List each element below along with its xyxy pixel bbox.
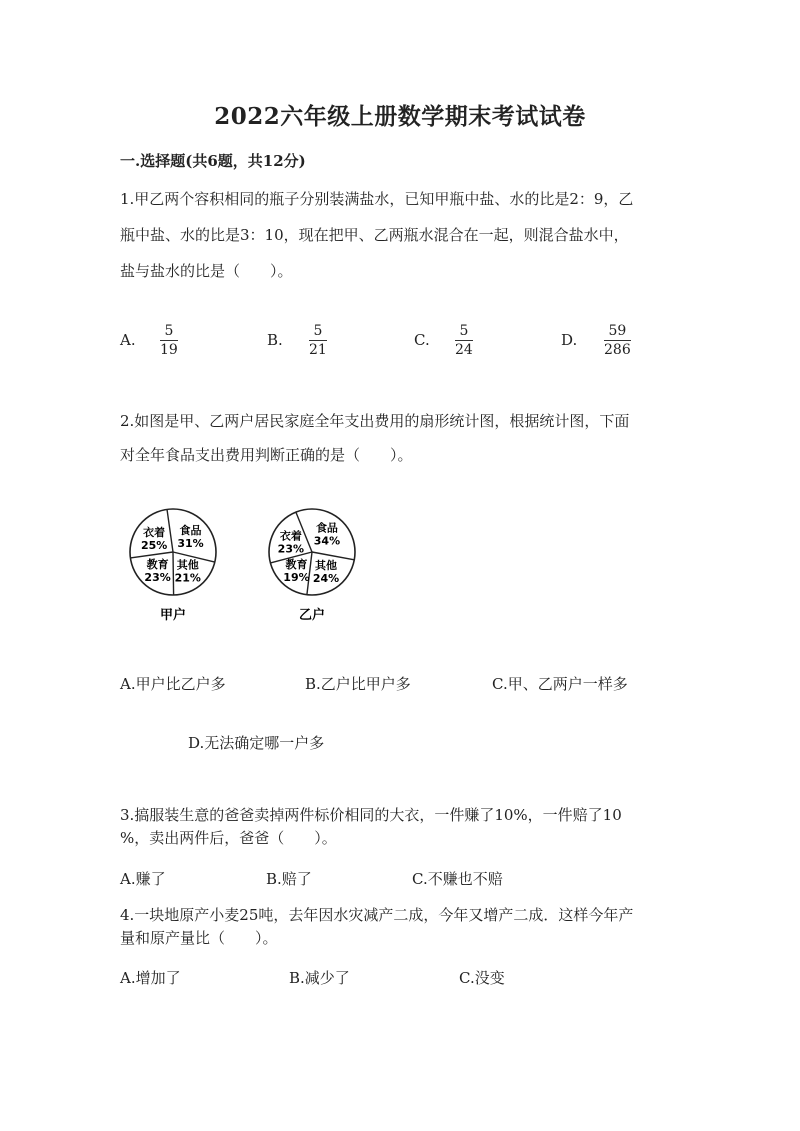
question-1-line-1: 1.甲乙两个容积相同的瓶子分别装满盐水，已知甲瓶中盐、水的比是2：9，乙 — [120, 190, 634, 208]
pie-slice-divider — [173, 552, 174, 595]
pie-chart-household-yi — [269, 509, 355, 595]
q3-option-b: B.赔了 — [266, 870, 312, 888]
option-a-label: A. — [120, 331, 136, 349]
option-b-denominator: 21 — [309, 342, 327, 358]
option-c-label: C. — [414, 331, 430, 349]
question-4-line-1: 4.一块地原产小麦25吨，去年因水灾减产二成，今年又增产二成．这样今年产 — [120, 906, 634, 924]
pie-slice-percent: 31% — [177, 537, 204, 551]
q2-option-a: A.甲户比乙户多 — [120, 675, 226, 693]
question-1-line-2: 瓶中盐、水的比是3：10，现在把甲、乙两瓶水混合在一起，则混合盐水中， — [120, 226, 629, 244]
option-d-denominator: 286 — [604, 342, 631, 358]
pie-slice-percent: 23% — [144, 570, 171, 584]
option-c-numerator: 5 — [459, 323, 469, 339]
q3-option-a: A.赚了 — [120, 870, 166, 888]
q4-option-b: B.减少了 — [289, 969, 350, 987]
option-c-fraction — [455, 323, 473, 358]
pie-slice-label: 食品 — [315, 521, 338, 535]
option-d-numerator: 59 — [608, 323, 627, 339]
q2-option-c: C.甲、乙两户一样多 — [492, 675, 628, 693]
pie-slice-label: 教育 — [146, 557, 169, 571]
pie-slice-percent: 34% — [313, 534, 341, 548]
page-title: 2022六年级上册数学期末考试试卷 — [214, 103, 586, 130]
q3-option-c: C.不赚也不赔 — [412, 870, 503, 888]
question-2-line-2: 对全年食品支出费用判断正确的是（ ）。 — [120, 446, 413, 464]
option-b-numerator: 5 — [313, 323, 323, 339]
pie-slice-label: 食品 — [179, 524, 202, 538]
pie-slice-label: 其他 — [176, 558, 199, 572]
option-b-fraction — [309, 323, 327, 358]
q4-option-c: C.没变 — [459, 969, 505, 987]
section-heading: 一.选择题(共6题，共12分) — [120, 152, 306, 170]
pie-slice-percent: 19% — [283, 570, 310, 584]
pie-caption-jia: 甲户 — [159, 608, 187, 623]
question-3-line-2: %，卖出两件后，爸爸（ ）。 — [120, 829, 337, 847]
option-a-fraction — [160, 323, 178, 358]
pie-slice-label: 衣着 — [143, 525, 166, 539]
question-1-line-3: 盐与盐水的比是（ ）。 — [120, 262, 293, 280]
question-2-line-1: 2.如图是甲、乙两户居民家庭全年支出费用的扇形统计图，根据统计图，下面 — [120, 412, 630, 430]
pie-slice-label: 衣着 — [279, 529, 302, 543]
pie-slice-percent: 23% — [277, 542, 305, 556]
question-3-line-1: 3.搞服装生意的爸爸卖掉两件标价相同的大衣，一件赚了10%，一件赔了10 — [120, 806, 622, 824]
option-a-denominator: 19 — [160, 342, 178, 358]
question-4-line-2: 量和原产量比（ ）。 — [120, 929, 278, 947]
option-c-denominator: 24 — [455, 342, 473, 358]
option-a-numerator: 5 — [164, 323, 174, 339]
option-b-label: B. — [267, 331, 283, 349]
option-d-label: D. — [561, 331, 578, 349]
q2-option-d: D.无法确定哪一户多 — [188, 734, 325, 752]
q4-option-a: A.增加了 — [120, 969, 181, 987]
pie-slice-label: 其他 — [315, 559, 338, 573]
pie-caption-yi: 乙户 — [298, 608, 326, 623]
pie-slice-percent: 24% — [312, 572, 340, 586]
pie-chart-household-jia — [130, 509, 216, 595]
pie-slice-label: 教育 — [285, 557, 308, 571]
pie-slice-percent: 21% — [174, 571, 201, 585]
pie-charts-figure — [118, 500, 378, 625]
pie-slice-percent: 25% — [140, 538, 168, 552]
option-d-fraction — [604, 323, 631, 358]
q2-option-b: B.乙户比甲户多 — [305, 675, 411, 693]
